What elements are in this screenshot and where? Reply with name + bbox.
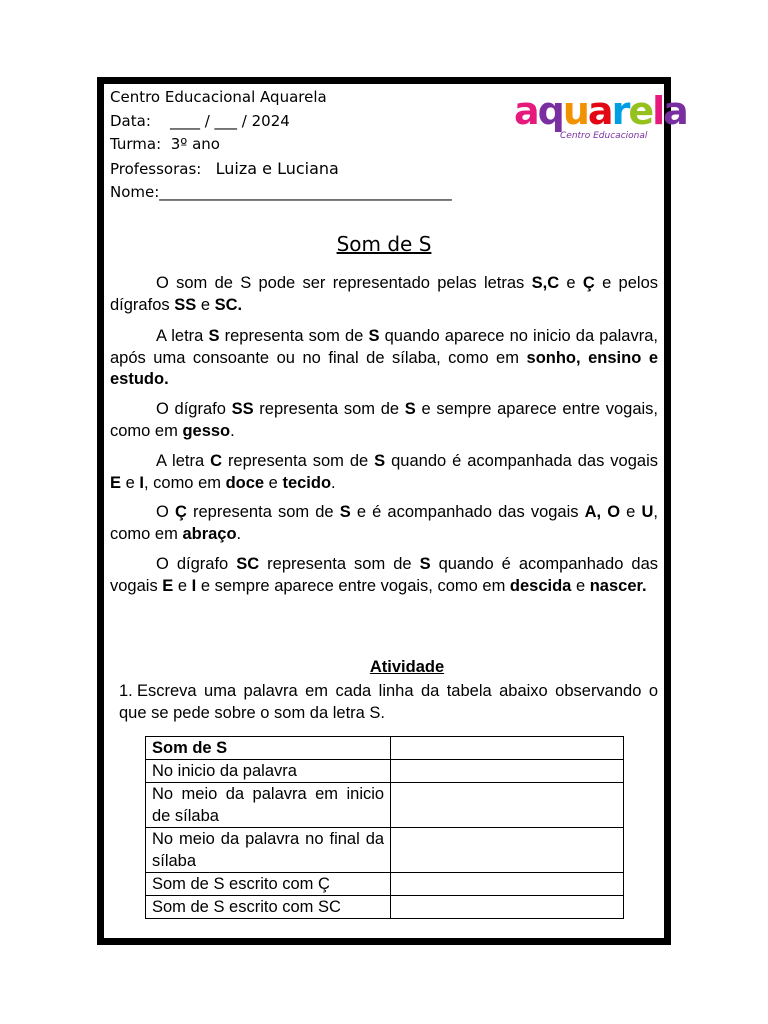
table-label-cell: No inicio da palavra	[146, 760, 391, 783]
paragraph-1: O som de S pode ser representado pelas letras S,C e Ç e pelos dígrafos SS e SC.	[110, 274, 658, 314]
date-line	[110, 110, 510, 134]
answer-cell[interactable]	[391, 896, 624, 919]
header-info	[110, 86, 510, 205]
date-label: Data:	[110, 111, 151, 130]
date-value: ____ / ___ / 2024	[169, 111, 290, 130]
class-value: 3º ano	[170, 135, 220, 153]
school-name: Centro Educacional Aquarela	[110, 88, 327, 106]
table-label-cell: Som de S escrito com SC	[146, 896, 391, 919]
table-row	[146, 737, 624, 760]
activity-instruction	[119, 681, 658, 724]
answer-cell[interactable]	[391, 873, 624, 896]
table-label-cell: No meio da palavra em inicio de sílaba	[146, 783, 391, 828]
logo-subtitle: Centro Educacional	[560, 131, 648, 141]
teachers-label: Professoras:	[110, 159, 202, 178]
table-label-cell: Som de S escrito com Ç	[146, 873, 391, 896]
table-label-cell: No meio da palavra no final da sílaba	[146, 828, 391, 873]
question-number: 1.	[119, 682, 133, 700]
paragraph-2: A letra S representa som de S quando aparece no inicio da palavra, após uma consoante ou no final de sílaba, como em sonho, ensino e estudo.	[110, 327, 658, 388]
activity-title: Atividade	[369, 658, 445, 676]
table-row	[146, 873, 624, 896]
aquarela-logo	[514, 88, 687, 146]
answer-cell[interactable]	[391, 783, 624, 828]
answer-cell[interactable]	[391, 737, 624, 760]
table-row	[146, 783, 624, 828]
answer-table	[145, 736, 624, 919]
teachers-line	[110, 157, 510, 182]
instruction-text: Escreva uma palavra em cada linha da tabela abaixo observando o que se pede sobre o som da letra S.	[119, 682, 658, 722]
table-row	[146, 828, 624, 873]
paragraph-4: A letra C representa som de S quando é acompanhada das vogais E e I, como em doce e tecido.	[110, 452, 658, 492]
name-label: Nome:	[110, 183, 160, 201]
page-title: Som de S	[336, 232, 432, 256]
paragraph-3: O dígrafo SS representa som de S e sempre aparece entre vogais, como em gesso.	[110, 400, 658, 440]
class-line	[110, 133, 510, 157]
teachers-value: Luiza e Luciana	[215, 158, 339, 178]
paragraph-5: O Ç representa som de S e é acompanhado das vogais A, O e U, como em abraço.	[110, 503, 658, 543]
answer-cell[interactable]	[391, 760, 624, 783]
class-label: Turma:	[110, 135, 162, 153]
answer-cell[interactable]	[391, 828, 624, 873]
name-blank: _______________________________________	[159, 183, 452, 201]
name-line	[110, 181, 510, 205]
table-row	[146, 760, 624, 783]
paragraph-6: O dígrafo SC representa som de S quando é acompanhado das vogais E e I e sempre aparece entre vogais, como em descida e nascer.	[110, 555, 659, 595]
table-row	[146, 896, 624, 919]
logo-wordmark: aquarela	[514, 89, 687, 133]
table-header-cell: Som de S	[146, 737, 391, 760]
